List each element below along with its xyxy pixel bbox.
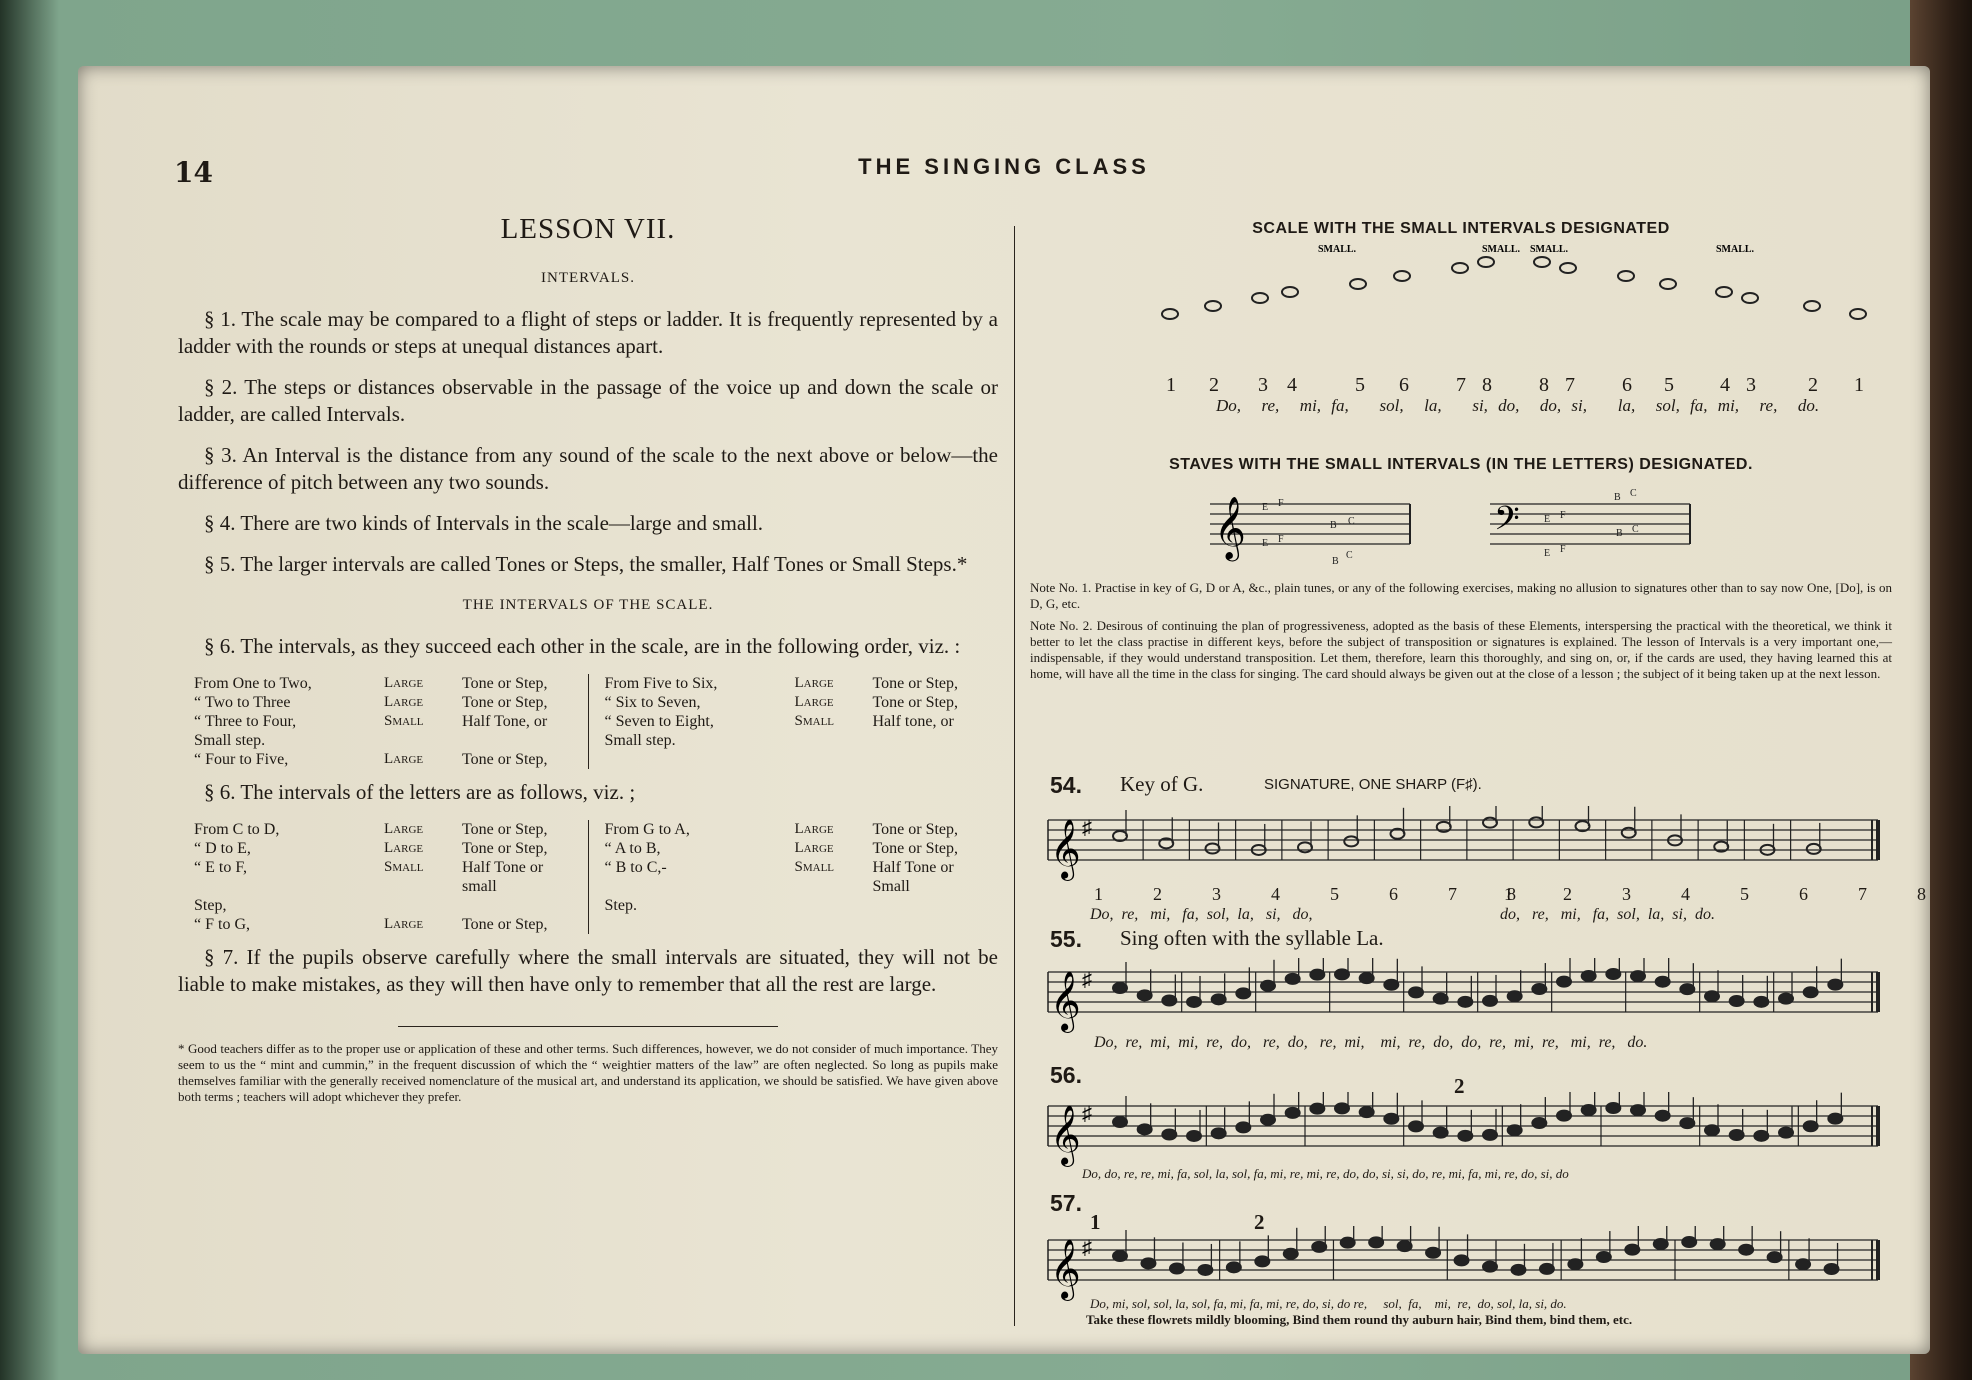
note xyxy=(1409,1121,1423,1131)
svg-text:B: B xyxy=(1616,528,1623,539)
interval-row xyxy=(194,820,578,839)
exercise-54-syllables-b: do, re, mi, fa, sol, la, si, do. xyxy=(1500,906,1715,923)
note xyxy=(1162,1129,1176,1139)
note xyxy=(1682,1237,1696,1247)
note xyxy=(1597,1252,1611,1262)
note xyxy=(1730,1130,1744,1140)
exercise-55-instruction: Sing often with the syllable La. xyxy=(1120,926,1384,950)
note xyxy=(1631,971,1645,981)
treble-clef: 𝄞 xyxy=(1050,1107,1081,1164)
scale-note xyxy=(1850,309,1866,319)
scale-notes xyxy=(1162,257,1866,319)
scale-intervals-right xyxy=(588,674,999,769)
scale-note xyxy=(1534,257,1550,267)
interval-row xyxy=(194,839,578,858)
interval-from: From One to Two, xyxy=(194,675,312,692)
note xyxy=(1622,828,1636,838)
note xyxy=(1711,1239,1725,1249)
interval-row xyxy=(194,674,578,693)
interval-from: From C to D, xyxy=(194,821,280,838)
scale-number: 5 xyxy=(1664,374,1674,396)
note xyxy=(1341,1238,1355,1248)
paragraph-3: § 3. An Interval is the distance from any sound of the scale to the next above or below—the difference of pitch between any two sounds. xyxy=(178,443,998,494)
interval-size xyxy=(384,896,462,915)
scale-intervals-title: THE INTERVALS OF THE SCALE. xyxy=(462,597,714,613)
treble-clef: 𝄞 xyxy=(1050,821,1081,878)
interval-row xyxy=(194,858,578,896)
footnote: * Good teachers differ as to the proper use or application of these and other terms. Such differences, however, we do not consider of much importance. They seem to us the “ mint and cummin,” in the frequent discussion of which the “ weightier matters of the law” are often neglected. So long as pupils make themselves familiar with the generally received nomenclature of the musical art, and understand its application, we should be satisfied. We have given above both terms ; teachers will adopt whichever they prefer. xyxy=(178,1041,998,1104)
running-head: THE SINGING CLASS xyxy=(858,154,1150,179)
interval-kind xyxy=(462,731,578,750)
note xyxy=(1255,1256,1269,1266)
exercise-55-staff xyxy=(1030,958,1892,1038)
note xyxy=(1384,1114,1398,1124)
interval-from: “ B to C,- xyxy=(604,859,667,876)
letter-intervals-table xyxy=(194,820,998,934)
note xyxy=(1768,1252,1782,1262)
exercise-54-notes xyxy=(1113,806,1821,860)
interval-from: Small step. xyxy=(604,732,676,749)
svg-text:F: F xyxy=(1278,498,1284,509)
footnote-rule xyxy=(398,1026,778,1027)
scale-syllables: Do, re, mi, fa, sol, la, si, do, do, si, la, sol, fa, mi, re, do. xyxy=(1216,396,1820,415)
note xyxy=(1113,1117,1127,1127)
interval-from: “ Three to Four, xyxy=(194,713,297,730)
scale-number: 3 xyxy=(1746,374,1756,396)
note xyxy=(1532,1118,1546,1128)
paragraph-4: § 4. There are two kinds of Intervals in the scale—large and small. xyxy=(204,511,764,535)
note xyxy=(1754,997,1768,1007)
scale-note xyxy=(1804,301,1820,311)
interval-kind: Tone or Step, xyxy=(872,821,959,838)
exercise-56-notes xyxy=(1113,1092,1842,1146)
treble-clef: 𝄞 xyxy=(1050,973,1081,1030)
interval-size: Small xyxy=(794,859,835,875)
exercise-54-syllables-a: Do, re, mi, fa, sol, la, si, do, xyxy=(1090,906,1313,923)
interval-size: Large xyxy=(384,694,424,710)
exercise-57-text: Take these flowrets mildly blooming, Bind them round thy auburn hair, Bind them, bind them, etc. xyxy=(1086,1312,1633,1327)
interval-kind: Half Tone, or xyxy=(462,713,548,730)
paragraph-2: § 2. The steps or distances observable in the passage of the voice up and down the scale or ladder, are called Intervals. xyxy=(178,375,998,426)
exercise-54-numbers-a: 1 2 3 4 5 6 7 8 xyxy=(1094,884,1516,904)
interval-kind: Half Tone or Small xyxy=(872,859,954,895)
interval-kind: Tone or Step, xyxy=(872,840,959,857)
note xyxy=(1312,1242,1326,1252)
interval-from: From Five to Six, xyxy=(604,675,718,692)
scale-number: 1 xyxy=(1854,374,1864,396)
sharp-sign: ♯ xyxy=(1082,817,1092,839)
svg-text:F: F xyxy=(1278,534,1284,545)
note xyxy=(1825,1264,1839,1274)
interval-kind: Half tone, or xyxy=(872,713,954,730)
interval-kind: Tone or Step, xyxy=(462,821,548,838)
note xyxy=(1310,970,1324,980)
treble-clef: 𝄞 xyxy=(1050,1241,1081,1298)
svg-text:E: E xyxy=(1544,514,1551,525)
interval-row xyxy=(605,731,989,750)
note xyxy=(1434,994,1448,1004)
scale-note xyxy=(1394,271,1410,281)
svg-text:E: E xyxy=(1262,538,1269,549)
note xyxy=(1344,836,1358,846)
scale-note xyxy=(1716,287,1732,297)
staves-diagram xyxy=(1030,484,1892,574)
interval-kind: Tone or Step, xyxy=(872,675,959,692)
note xyxy=(1335,1103,1349,1113)
scale-note xyxy=(1560,263,1576,273)
interval-row xyxy=(194,896,578,915)
note xyxy=(1458,1131,1472,1141)
letter-intervals-right xyxy=(588,820,999,934)
note xyxy=(1796,1259,1810,1269)
note xyxy=(1739,1245,1753,1255)
note xyxy=(1532,984,1546,994)
note xyxy=(1212,994,1226,1004)
note xyxy=(1508,991,1522,1001)
interval-size: Small xyxy=(384,859,424,875)
note xyxy=(1298,842,1312,852)
interval-size: Large xyxy=(794,694,834,710)
exercise-57-notes xyxy=(1113,1226,1839,1280)
scale-number: 1 xyxy=(1166,374,1176,396)
svg-text:B: B xyxy=(1330,520,1337,531)
note xyxy=(1654,1239,1668,1249)
interval-from: Small step. xyxy=(194,732,266,749)
note xyxy=(1511,1265,1525,1275)
note xyxy=(1705,1125,1719,1135)
paragraph-5: § 5. The larger intervals are called Tones or Steps, the smaller, Half Tones or Small Steps.* xyxy=(204,552,968,576)
interval-size: Small xyxy=(384,713,424,729)
note xyxy=(1284,1249,1298,1259)
note xyxy=(1286,1108,1300,1118)
note xyxy=(1384,980,1398,990)
exercise-56-lyric: Do, do, re, re, mi, fa, sol, la, sol, fa, mi, re, mi, re, do, do, si, si, do, re, mi, fa, mi, re, do, si, do xyxy=(1082,1166,1569,1181)
treble-clef: 𝄞 xyxy=(1214,498,1246,558)
note xyxy=(1187,1131,1201,1141)
exercise-54-number: 54. xyxy=(1050,772,1082,798)
scale-number: 5 xyxy=(1355,374,1365,396)
interval-size xyxy=(384,731,462,750)
interval-size: Large xyxy=(384,821,424,837)
interval-from: “ Two to Three xyxy=(194,694,291,711)
interval-row xyxy=(605,820,989,839)
left-column xyxy=(178,213,998,1118)
note xyxy=(1529,817,1543,827)
note xyxy=(1656,977,1670,987)
interval-from: “ E to F, xyxy=(194,859,247,876)
interval-size: Large xyxy=(384,751,424,767)
note xyxy=(1656,1111,1670,1121)
exercise-57-number: 57. xyxy=(1050,1190,1082,1216)
interval-size xyxy=(795,896,873,915)
scale-number: 7 xyxy=(1565,374,1575,396)
interval-size: Small xyxy=(794,713,835,729)
interval-row xyxy=(605,693,989,712)
exercise-54-staff xyxy=(1030,806,1892,886)
scale-number: 4 xyxy=(1287,374,1297,396)
interval-kind: Tone or Step, xyxy=(462,916,548,933)
interval-kind: Tone or Step, xyxy=(462,675,548,692)
page-number: 14 xyxy=(174,156,213,189)
svg-text:B: B xyxy=(1614,492,1621,503)
exercise-55-notes xyxy=(1113,958,1842,1012)
interval-row xyxy=(194,731,578,750)
note xyxy=(1631,1105,1645,1115)
scale-note xyxy=(1452,263,1468,273)
interval-row xyxy=(605,858,989,896)
interval-row xyxy=(194,750,578,769)
interval-size: Large xyxy=(794,840,834,856)
note xyxy=(1807,844,1821,854)
note xyxy=(1557,1111,1571,1121)
interval-size xyxy=(795,731,873,750)
exercise-56-mark: 2 xyxy=(1454,1074,1465,1098)
interval-from: “ Seven to Eight, xyxy=(604,713,714,730)
note xyxy=(1170,1263,1184,1273)
exercise-56-number: 56. xyxy=(1050,1062,1082,1088)
interval-size: Large xyxy=(384,916,424,932)
scale-number: 2 xyxy=(1808,374,1818,396)
paragraph-1: § 1. The scale may be compared to a flight of steps or ladder. It is frequently represented by a ladder with the rounds or steps at unequal distances apart. xyxy=(178,307,998,358)
svg-text:C: C xyxy=(1630,488,1637,499)
interval-size: Large xyxy=(794,675,834,691)
interval-kind xyxy=(462,896,578,915)
note xyxy=(1606,969,1620,979)
note xyxy=(1286,974,1300,984)
interval-kind: Tone or Step, xyxy=(462,840,548,857)
interval-kind xyxy=(873,896,989,915)
svg-text:B: B xyxy=(1332,556,1339,567)
note xyxy=(1187,997,1201,1007)
note xyxy=(1310,1104,1324,1114)
sharp-sign: ♯ xyxy=(1082,1237,1092,1259)
exercise-57-staff xyxy=(1030,1226,1892,1302)
interval-from: “ Four to Five, xyxy=(194,751,289,768)
scale-number: 6 xyxy=(1622,374,1632,396)
note xyxy=(1680,1118,1694,1128)
exercise-57-mark-2: 2 xyxy=(1254,1210,1265,1234)
notes-block xyxy=(1030,580,1892,688)
staves-title: STAVES WITH THE SMALL INTERVALS (IN THE LETTERS) DESIGNATED. xyxy=(1169,456,1753,473)
interval-row xyxy=(194,915,578,934)
small-label: SMALL. xyxy=(1530,244,1569,255)
scale-number: 7 xyxy=(1456,374,1466,396)
bass-clef: 𝄢 xyxy=(1494,500,1520,545)
note xyxy=(1236,1122,1250,1132)
note xyxy=(1804,1121,1818,1131)
note xyxy=(1227,1262,1241,1272)
interval-kind: Tone or Step, xyxy=(462,751,548,768)
note xyxy=(1455,1255,1469,1265)
note xyxy=(1198,1265,1212,1275)
note xyxy=(1360,973,1374,983)
note xyxy=(1458,997,1472,1007)
note xyxy=(1113,983,1127,993)
note xyxy=(1261,1115,1275,1125)
note xyxy=(1138,990,1152,1000)
interval-row xyxy=(605,839,989,858)
note xyxy=(1426,1248,1440,1258)
interval-from: “ Six to Seven, xyxy=(604,694,701,711)
paragraph-6: § 6. The intervals, as they succeed each other in the scale, are in the following order, viz. : xyxy=(204,634,961,658)
interval-from: Step. xyxy=(604,897,637,914)
note xyxy=(1557,977,1571,987)
exercise-56-staff xyxy=(1030,1092,1892,1172)
svg-text:C: C xyxy=(1632,524,1639,535)
exercise-57-mark-1: 1 xyxy=(1090,1210,1101,1234)
note xyxy=(1540,1264,1554,1274)
scale-note xyxy=(1660,279,1676,289)
note xyxy=(1162,995,1176,1005)
exercise-54-numbers-b: 1 2 3 4 5 6 7 8 xyxy=(1504,884,1926,904)
note xyxy=(1261,981,1275,991)
note xyxy=(1828,1114,1842,1124)
exercise-57-lyric: Do, mi, sol, sol, la, sol, fa, mi, fa, mi, re, do, si, do re, sol, fa, mi, re, do, sol, la, si, do. xyxy=(1090,1296,1567,1311)
scale-title: SCALE WITH THE SMALL INTERVALS DESIGNATED xyxy=(1252,220,1670,237)
interval-row xyxy=(605,712,989,731)
scale-number: 2 xyxy=(1209,374,1219,396)
note xyxy=(1568,1259,1582,1269)
svg-text:E: E xyxy=(1262,502,1269,513)
svg-text:C: C xyxy=(1348,516,1355,527)
note xyxy=(1483,1262,1497,1272)
small-label: SMALL. xyxy=(1318,244,1357,255)
note xyxy=(1754,1131,1768,1141)
section-title: INTERVALS. xyxy=(541,270,635,286)
sharp-sign: ♯ xyxy=(1082,969,1092,991)
scale-number: 8 xyxy=(1482,374,1492,396)
scale-numbers xyxy=(1030,374,1892,398)
interval-kind: Tone or Step, xyxy=(872,694,959,711)
note xyxy=(1779,1128,1793,1138)
sharp-sign: ♯ xyxy=(1082,1103,1092,1125)
interval-row xyxy=(194,693,578,712)
interval-size: Large xyxy=(384,840,424,856)
exercise-55-number: 55. xyxy=(1050,926,1082,952)
note xyxy=(1828,980,1842,990)
note xyxy=(1335,969,1349,979)
scale-intervals-table xyxy=(194,674,998,769)
right-column xyxy=(1030,216,1926,1327)
note xyxy=(1206,843,1220,853)
paragraph-6b: § 6. The intervals of the letters are as follows, viz. ; xyxy=(204,780,636,804)
interval-from: Step, xyxy=(194,897,227,914)
note xyxy=(1680,984,1694,994)
note xyxy=(1804,987,1818,997)
note xyxy=(1434,1128,1448,1138)
note xyxy=(1483,1130,1497,1140)
interval-row xyxy=(605,896,989,915)
interval-from: “ F to G, xyxy=(194,916,250,933)
small-label: SMALL. xyxy=(1482,244,1521,255)
scale-note xyxy=(1205,301,1221,311)
paragraph-7: § 7. If the pupils observe carefully where the small intervals are situated, they will not be liable to make mistakes, as they will then have only to remember that all the rest are large. xyxy=(178,945,998,996)
scale-diagram xyxy=(1030,242,1892,362)
scale-number: 8 xyxy=(1539,374,1549,396)
interval-row xyxy=(194,712,578,731)
exercise-54-signature: SIGNATURE, ONE SHARP (F♯). xyxy=(1264,776,1482,793)
interval-kind xyxy=(873,731,989,750)
note xyxy=(1409,987,1423,997)
svg-text:F: F xyxy=(1560,510,1566,521)
scale-number: 3 xyxy=(1258,374,1268,396)
scale-note xyxy=(1350,279,1366,289)
note-1: Note No. 1. Practise in key of G, D or A, &c., plain tunes, or any of the following exercises, making no allusion to signatures other than to say now One, [Do], is on D, G, etc. xyxy=(1030,580,1892,611)
note xyxy=(1582,1105,1596,1115)
note xyxy=(1138,1124,1152,1134)
note xyxy=(1236,988,1250,998)
scale-number: 6 xyxy=(1399,374,1409,396)
interval-kind: Half Tone or small xyxy=(462,859,544,895)
note xyxy=(1212,1128,1226,1138)
note xyxy=(1483,996,1497,1006)
book-page xyxy=(78,66,1930,1354)
note xyxy=(1483,818,1497,828)
interval-row xyxy=(605,674,989,693)
scale-note xyxy=(1618,271,1634,281)
interval-size: Large xyxy=(384,675,424,691)
note xyxy=(1369,1237,1383,1247)
note xyxy=(1730,996,1744,1006)
note xyxy=(1360,1107,1374,1117)
interval-from: “ A to B, xyxy=(604,840,661,857)
svg-text:E: E xyxy=(1544,548,1551,559)
scale-note xyxy=(1162,309,1178,319)
letter-intervals-left xyxy=(194,820,588,934)
exercise-54-key: Key of G. xyxy=(1120,772,1204,796)
interval-from: “ D to E, xyxy=(194,840,251,857)
scale-intervals-left xyxy=(194,674,588,769)
scale-number: 4 xyxy=(1720,374,1730,396)
svg-text:C: C xyxy=(1346,550,1353,561)
note xyxy=(1606,1103,1620,1113)
note xyxy=(1508,1125,1522,1135)
scale-note xyxy=(1282,287,1298,297)
note xyxy=(1141,1258,1155,1268)
interval-kind: Tone or Step, xyxy=(462,694,548,711)
note xyxy=(1113,1251,1127,1261)
svg-text:F: F xyxy=(1560,544,1566,555)
note xyxy=(1705,991,1719,1001)
small-label: SMALL. xyxy=(1716,244,1755,255)
scale-note xyxy=(1252,293,1268,303)
note xyxy=(1625,1245,1639,1255)
note-2: Note No. 2. Desirous of continuing the plan of progressiveness, adopted as the basis of these Elements, interspersing the practical with the theoretical, we think it better to let the class practise in different keys, before the subject of transposition or signatures is explained. The lesson of Intervals is a very important one,—indispensable, if they would understand transposition. Let them, therefore, learn this thoroughly, and sing on, or, if the cards are used, they having learned this at home, will have all the time in the class for singing. The card should always be given out at the close of a lesson ; the subject of it being taken up at the next lesson. xyxy=(1030,618,1892,681)
scale-note xyxy=(1742,293,1758,303)
note xyxy=(1779,994,1793,1004)
column-divider xyxy=(1014,226,1015,1326)
scale-note xyxy=(1478,257,1494,267)
lesson-title: LESSON VII. xyxy=(500,213,676,245)
note xyxy=(1582,971,1596,981)
interval-size: Large xyxy=(794,821,834,837)
interval-from: From G to A, xyxy=(604,821,690,838)
exercise-55-lyric: Do, re, mi, mi, re, do, re, do, re, mi, mi, re, do, do, re, mi, re, mi, re, do. xyxy=(1094,1034,1648,1051)
note xyxy=(1398,1241,1412,1251)
